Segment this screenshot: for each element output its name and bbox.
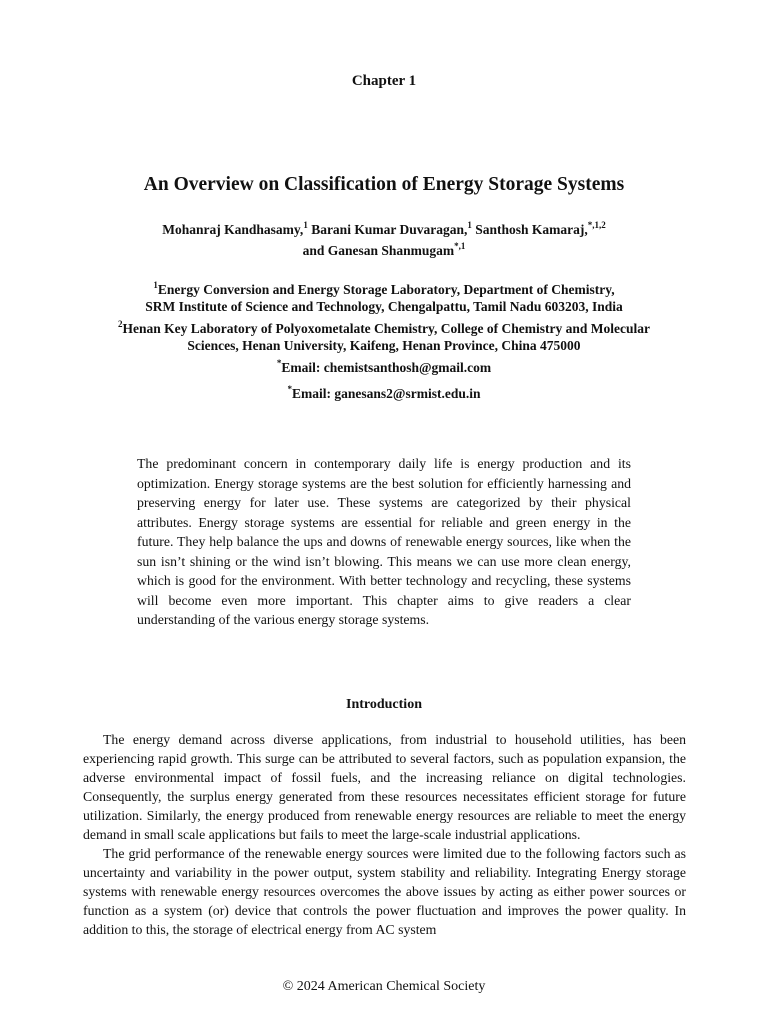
author-name: Santhosh Kamaraj, <box>471 222 588 237</box>
author-affiliation-mark: 1 <box>303 219 308 230</box>
chapter-label: Chapter 1 <box>351 73 417 89</box>
author-affiliation-mark: *,1,2 <box>587 219 606 230</box>
corresponding-mark: * <box>287 383 293 394</box>
introduction-body <box>83 730 686 939</box>
affiliation-line: SRM Institute of Science and Technology, Chengalpattu, Tamil Nadu 603203, India <box>145 299 623 314</box>
copyright-footer: © 2024 American Chemical Society <box>282 979 486 994</box>
email-2 <box>0 383 768 402</box>
corresponding-mark: * <box>276 357 282 368</box>
affiliation-2 <box>80 320 688 354</box>
author-line-1 <box>0 219 768 240</box>
email-text: Email: ganesans2@srmist.edu.in <box>292 386 481 401</box>
abstract: The predominant concern in contemporary daily life is energy production and its optimization. Energy storage systems are the best solution for efficiently harnessing and preserving energy for later use. These systems are categorized by their physical attributes. Energy storage systems are essential for reliable and green energy in the future. They help balance the ups and downs of renewable energy sources, like when the sun isn’t shining or the wind isn’t blowing. This means we can use more clean energy, which is good for the environment. With better technology and recycling, these systems will become even more important. This chapter aims to give readers a clear understanding of the various energy storage systems. <box>137 456 631 627</box>
affiliation-number: 2 <box>117 318 123 329</box>
author-name: Mohanraj Kandhasamy, <box>162 222 304 237</box>
affiliation-number: 1 <box>153 279 158 290</box>
author-list <box>0 219 768 261</box>
affiliation-line: Henan Key Laboratory of Polyoxometalate Chemistry, College of Chemistry and Molecular <box>122 321 651 336</box>
author-affiliation-mark: *,1 <box>454 240 466 251</box>
author-line-2 <box>0 240 768 261</box>
author-affiliation-mark: 1 <box>467 219 472 230</box>
author-name: and Ganesan Shanmugam <box>302 243 455 258</box>
email-1 <box>0 357 768 376</box>
affiliation-1 <box>80 281 688 315</box>
author-name: Barani Kumar Duvaragan, <box>307 222 468 237</box>
chapter-title: An Overview on Classification of Energy Storage Systems <box>143 174 625 195</box>
affiliation-line: Energy Conversion and Energy Storage Laboratory, Department of Chemistry, <box>157 282 615 297</box>
affiliation-line: Sciences, Henan University, Kaifeng, Henan Province, China 475000 <box>187 338 581 353</box>
paragraph: The energy demand across diverse applications, from industrial to household utilities, has been experiencing rapid growth. This surge can be attributed to several factors, such as population expansion, the adverse environmental impact of fossil fuels, and the increasing reliance on digital technologies. Consequently, the surplus energy generated from these resources necessitates efficient storage for future utilization. Similarly, the energy produced from renewable energy resources are reliable to meet the energy demand in small scale applications but fails to meet the large-scale industrial applications. <box>83 732 686 842</box>
email-text: Email: chemistsanthosh@gmail.com <box>281 360 492 375</box>
paragraph: The grid performance of the renewable energy sources were limited due to the following factors such as uncertainty and variability in the power output, system stability and reliability. Integrating Energy storage systems with renewable energy resources overcomes the above issues by acting as either power sources or function as a system (or) device that controls the power fluctuation and improves the power quality. In addition to this, the storage of electrical energy from AC system <box>83 846 686 937</box>
introduction-heading: Introduction <box>346 697 422 712</box>
